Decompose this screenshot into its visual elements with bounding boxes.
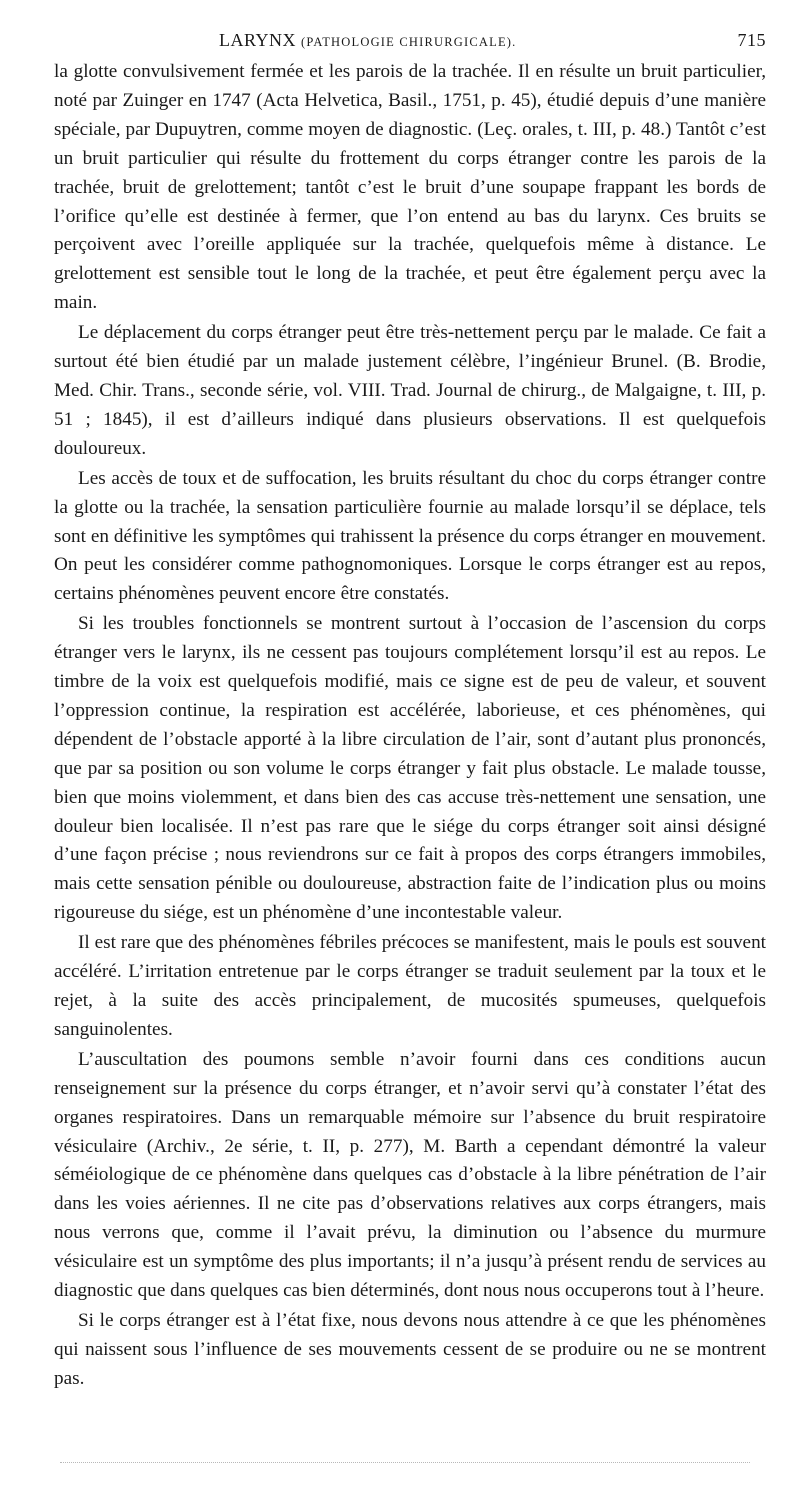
paragraph: Si le corps étranger est à l’état fixe, nous devons nous attendre à ce que les phénomènes qui naissent sous l’influence de ses mouvements cessent de se produire ou ne se montrent pas. — [54, 1309, 766, 1389]
running-head — [54, 28, 766, 58]
body-text — [54, 58, 766, 1394]
running-title-sub: (PATHOLOGIE CHIRURGICALE). — [301, 35, 517, 49]
running-title-main: LARYNX — [219, 30, 297, 50]
paragraph: Si les troubles fonctionnels se montrent surtout à l’occasion de l’ascension du corps étranger vers le larynx, ils ne cessent pas toujours complétement lorsqu’il est au repos. Le timbre de la voix est quelquefois modifié, mais ce signe est de peu de valeur, et souvent l’oppression continue, la respiration est accélérée, laborieuse, et ces phénomènes, qui dépendent de l’obstacle apporté à la libre circulation de l’air, sont d’autant plus prononcés, que par sa position ou son volume le corps étranger y fait plus obstacle. Le malade tousse, bien que moins violemment, et dans bien des cas accuse très-nettement une sensation, une douleur bien localisée. Il n’est pas rare que le siége du corps étranger soit ainsi désigné d’une façon précise ; nous reviendrons sur ce fait à propos des corps étrangers immobiles, mais cette sensation pénible ou douloureuse, abstraction faite de l’indication plus ou moins rigoureuse du siége, est un phénomène d’une incontestable valeur. — [54, 613, 766, 924]
paragraph: la glotte convulsivement fermée et les parois de la trachée. Il en résulte un bruit particulier, noté par Zuinger en 1747 (Acta Helvetica, Basil., 1751, p. 45), étudié depuis d’une manière spéciale, par Dupuytren, comme moyen de diagnostic. (Leç. orales, t. III, p. 48.) Tantôt c’est un bruit particulier qui résulte du frottement du corps étranger contre les parois de la trachée, bruit de grelottement; tantôt c’est le bruit d’une soupape frappant les bords de l’orifice qu’elle est destinée à fermer, que l’on entend au bas du larynx. Ces bruits se perçoivent avec l’oreille appliquée sur la trachée, quelquefois même à distance. Le grelottement est sensible tout le long de la trachée, et peut être également perçu avec la main. — [54, 61, 766, 314]
paragraph: Le déplacement du corps étranger peut être très-nettement perçu par le malade. Ce fait a surtout été bien étudié par un malade justement célèbre, l’ingénieur Brunel. (B. Brodie, Med. Chir. Trans., seconde série, vol. VIII. Trad. Journal de chirurg., de Malgaigne, t. III, p. 51 ; 1845), il est d’ailleurs indiqué dans plusieurs observations. Il est quelquefois douloureux. — [54, 322, 766, 459]
paragraph: Les accès de toux et de suffocation, les bruits résultant du choc du corps étranger contre la glotte ou la trachée, la sensation particulière fournie au malade lorsqu’il se déplace, tels sont en définitive les symptômes qui trahissent la présence du corps étranger en mouvement. On peut les considérer comme pathognomoniques. Lorsque le corps étranger est au repos, certains phénomènes peuvent encore être constatés. — [54, 467, 766, 605]
paragraph: Il est rare que des phénomènes fébriles précoces se manifestent, mais le pouls est souvent accéléré. L’irritation entretenue par le corps étranger se traduit seulement par la toux et le rejet, à la suite des accès principalement, de mucosités spumeuses, quelquefois sanguinolentes. — [54, 932, 766, 1040]
running-title — [219, 30, 516, 51]
page-number: 715 — [737, 30, 766, 50]
document-page — [54, 28, 766, 1394]
footer-rule — [60, 1462, 750, 1463]
paragraph: L’auscultation des poumons semble n’avoir fourni dans ces conditions aucun renseignement sur la présence du corps étranger, et n’avoir servi qu’à constater l’état des organes respiratoires. Dans un remarquable mémoire sur l’absence du bruit respiratoire vésiculaire (Archiv., 2e série, t. II, p. 277), M. Barth a cependant démontré la valeur séméiologique de ce phénomène dans quelques cas d’obstacle à la libre pénétration de l’air dans les voies aériennes. Il ne cite pas d’observations relatives aux corps étrangers, mais nous verrons que, comme il l’avait prévu, la diminution ou l’absence du murmure vésiculaire est un symptôme des plus importants; il n’a jusqu’à présent rendu de services au diagnostic que dans quelques cas bien déterminés, dont nous nous occuperons tout à l’heure. — [54, 1048, 766, 1302]
